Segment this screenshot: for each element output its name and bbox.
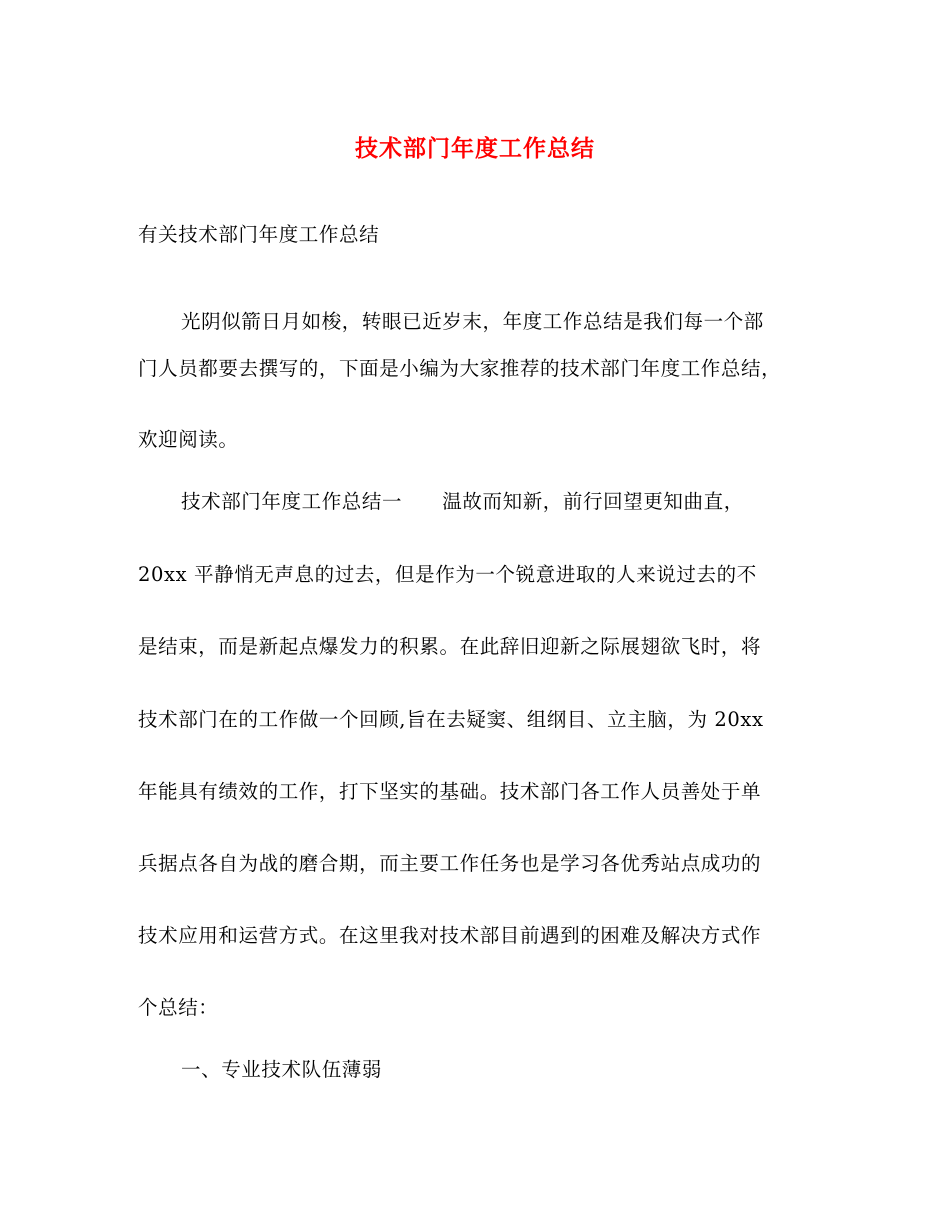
document-title: 技术部门年度工作总结	[355, 135, 595, 162]
section-heading: 一、专业技术队伍薄弱	[181, 1058, 383, 1081]
paragraph-line: 年能具有绩效的工作，打下坚实的基础。技术部门各工作人员善处于单	[138, 780, 762, 803]
paragraph-line: 是结束，而是新起点爆发力的积累。在此辞旧迎新之际展翅欲飞时，将	[138, 635, 762, 658]
paragraph-line: 光阴似箭日月如梭，转眼已近岁末，年度工作总结是我们每一个部	[181, 310, 764, 333]
paragraph-line: 技术部门年度工作总结一 温故而知新，前行回望更知曲直，	[181, 490, 744, 513]
paragraph-line: 技术部门在的工作做一个回顾,旨在去疑窦、组纲目、立主脑，为 20xx	[138, 708, 764, 731]
paragraph-line: 兵据点各自为战的磨合期，而主要工作任务也是学习各优秀站点成功的	[138, 852, 762, 875]
paragraph-line: 20xx 平静悄无声息的过去，但是作为一个锐意进取的人来说过去的不	[138, 563, 757, 586]
paragraph-line: 欢迎阅读。	[138, 428, 239, 451]
paragraph-line: 门人员都要去撰写的，下面是小编为大家推荐的技术部门年度工作总结，	[138, 357, 782, 380]
paragraph-line: 个总结：	[138, 996, 219, 1019]
paragraph-line: 技术应用和运营方式。在这里我对技术部目前遇到的困难及解决方式作	[138, 924, 762, 947]
subtitle: 有关技术部门年度工作总结	[138, 223, 380, 246]
